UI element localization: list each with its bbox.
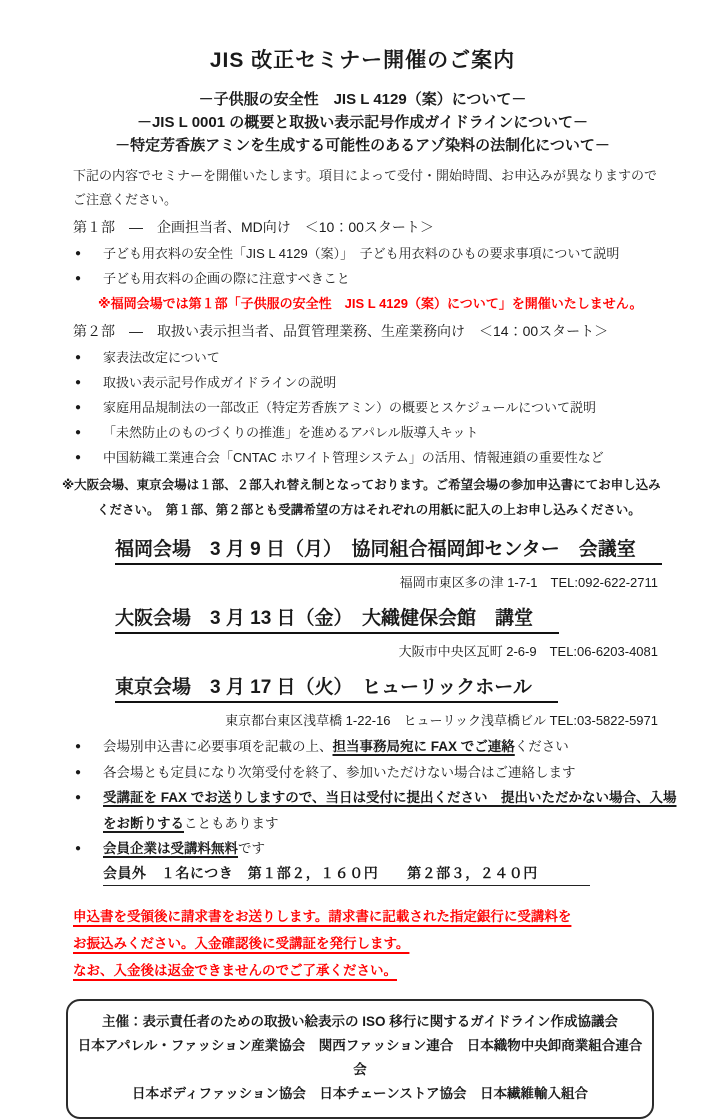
organizer-line: 主催：表示責任者のための取扱い絵表示の ISO 移行に関するガイドライン作成協議会: [102, 1013, 618, 1029]
bullet-icon: ●: [75, 843, 82, 854]
bullet-label: 子ども用衣料の安全性「JIS L 4129（案）」 子ども用衣料のひもの要求事項について説明: [103, 246, 620, 261]
emphasis-segment: 会員企業は受講料無料: [103, 841, 238, 856]
list-item: [75, 395, 673, 420]
bullet-label: [103, 785, 677, 836]
payment-notice-line: なお、入金後は返金できませんのでご了承ください。: [73, 962, 397, 978]
intro-line: 下記の内容でセミナーを開催いたします。項目によって受付・開始時間、お申込みが異なりますので: [73, 168, 657, 183]
list-item: [75, 345, 673, 370]
bullet-label: 家庭用品規制法の一部改正（特定芳香族アミン）の概要とスケジュールについて説明: [103, 400, 596, 415]
bullet-label: [103, 734, 677, 760]
swap-note-line: ください。 第１部、第２部とも受講希望の方はそれぞれの用紙に記入の上お申し込みください。: [97, 503, 641, 517]
list-item: [75, 836, 677, 862]
bullet-label: 子ども用衣料の企画の際に注意すべきこと: [103, 271, 350, 286]
bullet-label: 「未然防止のものづくりの推進」を進めるアパレル版導入キット: [103, 425, 479, 440]
bullet-icon: ●: [75, 741, 82, 752]
plain-segment: 会場別申込書に必要事項を記載の上、: [103, 739, 333, 754]
subtitle-line: －特定芳香族アミンを生成する可能性のあるアゾ染料の法制化について－: [115, 137, 610, 154]
venue-osaka: [0, 603, 725, 661]
list-item: [75, 420, 673, 445]
fee-row: [103, 863, 725, 886]
intro-line: ご注意ください。: [73, 192, 178, 207]
bullet-label: 中国紡織工業連合会「CNTAC ホワイト管理システム」の活用、情報連鎖の重要性など: [103, 450, 604, 465]
organizer-line: 日本ボディファッション協会 日本チェーンストア協会 日本繊維輸入組合: [132, 1085, 588, 1101]
bullet-icon: ●: [75, 792, 82, 803]
bullet-label: 取扱い表示記号作成ガイドラインの説明: [103, 375, 337, 390]
page-title: JIS 改正セミナー開催のご案内: [209, 49, 516, 72]
subtitle-block: [0, 88, 725, 157]
bullet-icon: ●: [75, 377, 82, 388]
venue-heading: 東京会場 3 月 17 日（火） ヒューリックホール: [115, 672, 558, 703]
venue-address: 福岡市東区多の津 1-7-1 TEL:092-622-2711: [399, 575, 658, 590]
venue-heading-row: [115, 534, 725, 565]
venue-address: 東京都台東区浅草橋 1-22-16 ヒューリック浅草橋ビル TEL:03-5822-5971: [225, 713, 658, 728]
venue-heading: 福岡会場 3 月 9 日（月） 協同組合福岡卸センター 会議室: [115, 534, 662, 565]
organizer-line: 日本アパレル・ファッション産業協会 関西ファッション連合 日本織物中央卸商業組合連合会: [77, 1037, 643, 1077]
bullet-icon: ●: [75, 766, 82, 778]
part1-bullet-list: [0, 241, 725, 291]
plain-segment: です: [238, 841, 265, 856]
venue-fukuoka: [0, 534, 725, 592]
bullet-icon: ●: [75, 402, 82, 413]
part2-bullet-list: [0, 345, 725, 470]
part1-header: 第１部 ― 企画担当者、MD向け ＜10：00スタート＞: [73, 219, 434, 235]
payment-notice-line: お振込みください。入金確認後に受講証を発行します。: [73, 935, 410, 951]
plain-segment: こともあります: [184, 815, 279, 831]
emphasis-segment: 受講証を FAX でお送りしますので、当日は受付に提出ください 提出いただかない場合、入場をお断りする: [103, 790, 677, 831]
venue-heading: 大阪会場 3 月 13 日（金） 大織健保会館 講堂: [115, 603, 559, 634]
organizer-box: [66, 999, 654, 1119]
subtitle-line: －JIS L 0001 の概要と取扱い表示記号作成ガイドラインについて－: [136, 114, 589, 131]
bullet-label: [103, 836, 677, 862]
venue-heading-row: [115, 672, 725, 703]
swap-note-line: ※大阪会場、東京会場は１部、２部入れ替え制となっております。ご希望会場の参加申込書にてお申し込み: [62, 478, 661, 492]
plain-segment: ください: [514, 739, 569, 754]
venue-tokyo: [0, 672, 725, 730]
list-item: [75, 445, 673, 470]
application-info-list: [0, 734, 725, 862]
part2-header: 第２部 ― 取扱い表示担当者、品質管理業務、生産業務向け ＜14：00スタート＞: [73, 323, 609, 339]
venue-swap-note: [62, 473, 685, 523]
bullet-label: [103, 760, 677, 786]
plain-segment: 各会場とも定員になり次第受付を終了、参加いただけない場合はご連絡します: [103, 764, 576, 780]
list-item: [75, 370, 673, 395]
bullet-icon: ●: [75, 248, 82, 259]
venue-address: 大阪市中央区瓦町 2-6-9 TEL:06-6203-4081: [398, 644, 658, 659]
list-item: [75, 734, 677, 760]
non-member-fee: 会員外 １名につき 第１部２，１６０円 第２部３，２４０円: [103, 863, 590, 886]
subtitle-line: －子供服の安全性 JIS L 4129（案）について－: [198, 91, 527, 108]
bullet-icon: ●: [75, 352, 82, 363]
bullet-icon: ●: [75, 452, 82, 463]
list-item: [75, 760, 677, 786]
list-item: [75, 241, 673, 266]
emphasis-segment: 担当事務局宛に FAX でご連絡: [332, 739, 515, 754]
venue-heading-row: [115, 603, 725, 634]
fukuoka-exclusion-note: ※福岡会場では第１部「子供服の安全性 JIS L 4129（案）について」を開催いたしません。: [98, 296, 643, 311]
intro-paragraph: [73, 164, 665, 212]
list-item: [75, 785, 677, 836]
seminar-notice-document: [0, 44, 725, 1101]
payment-notice: [73, 903, 685, 984]
payment-notice-line: 申込書を受領後に請求書をお送りします。請求書に記載された指定銀行に受講料を: [73, 908, 572, 924]
bullet-icon: ●: [75, 427, 82, 438]
list-item: [75, 266, 673, 291]
bullet-icon: ●: [75, 273, 82, 284]
bullet-label: 家表法改定について: [103, 350, 220, 365]
